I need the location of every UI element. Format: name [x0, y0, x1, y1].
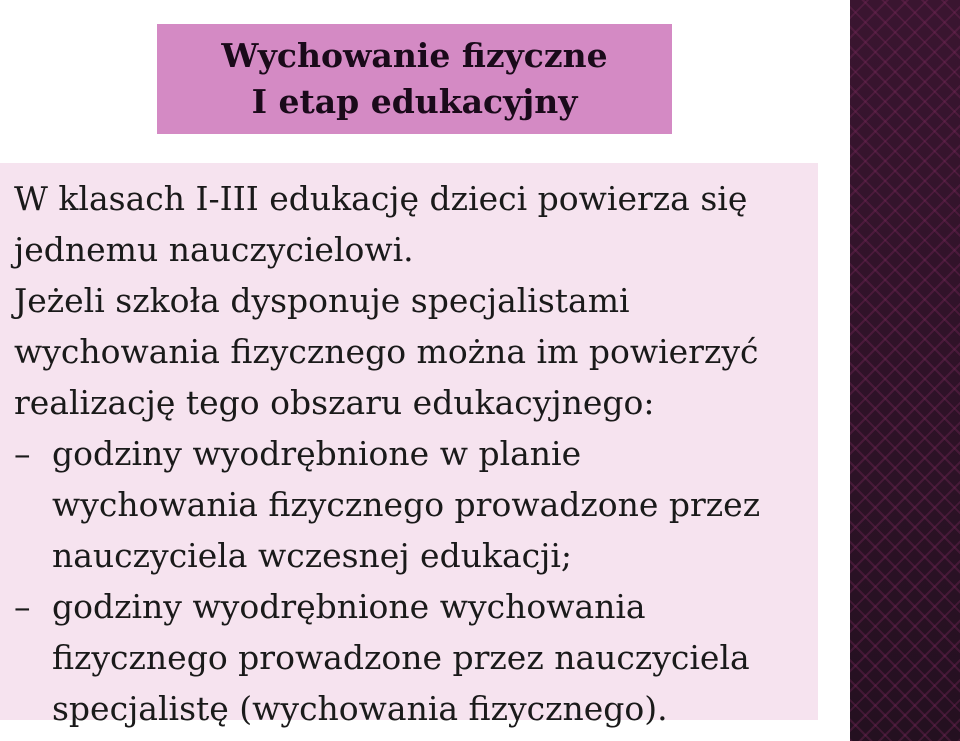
bullet-item-1 — [14, 428, 818, 581]
dash-icon: – — [14, 587, 31, 626]
intro-line-3: Jeżeli szkoła dysponuje specjalistami — [14, 281, 630, 320]
dash-icon: – — [14, 434, 31, 473]
intro-line-4: wychowania fizycznego można im powierzyć — [14, 332, 759, 371]
bullet-item-2 — [14, 581, 818, 734]
bullet-1-line-2: wychowania fizycznego prowadzone przez — [52, 485, 761, 524]
intro-line-1: W klasach I-III edukację dzieci powierza się — [14, 179, 748, 218]
intro-line-5: realizację tego obszaru edukacyjnego: — [14, 383, 655, 422]
content-box — [0, 163, 818, 728]
bullet-1-line-1: godziny wyodrębnione w planie — [52, 434, 582, 473]
bullet-2-line-1: godziny wyodrębnione wychowania — [52, 587, 646, 626]
bullet-1-line-3: nauczyciela wczesnej edukacji; — [52, 536, 573, 575]
bullet-2-line-2: fizycznego prowadzone przez nauczyciela — [52, 638, 750, 677]
bullet-2-line-3: specjalistę (wychowania fizycznego). — [52, 689, 668, 728]
decorative-side-panel — [850, 0, 960, 741]
page-subtitle: I etap edukacyjny — [251, 82, 578, 121]
intro-line-2: jednemu nauczycielowi. — [14, 230, 414, 269]
page-title: Wychowanie fizyczne — [221, 36, 608, 75]
title-box — [157, 24, 672, 134]
